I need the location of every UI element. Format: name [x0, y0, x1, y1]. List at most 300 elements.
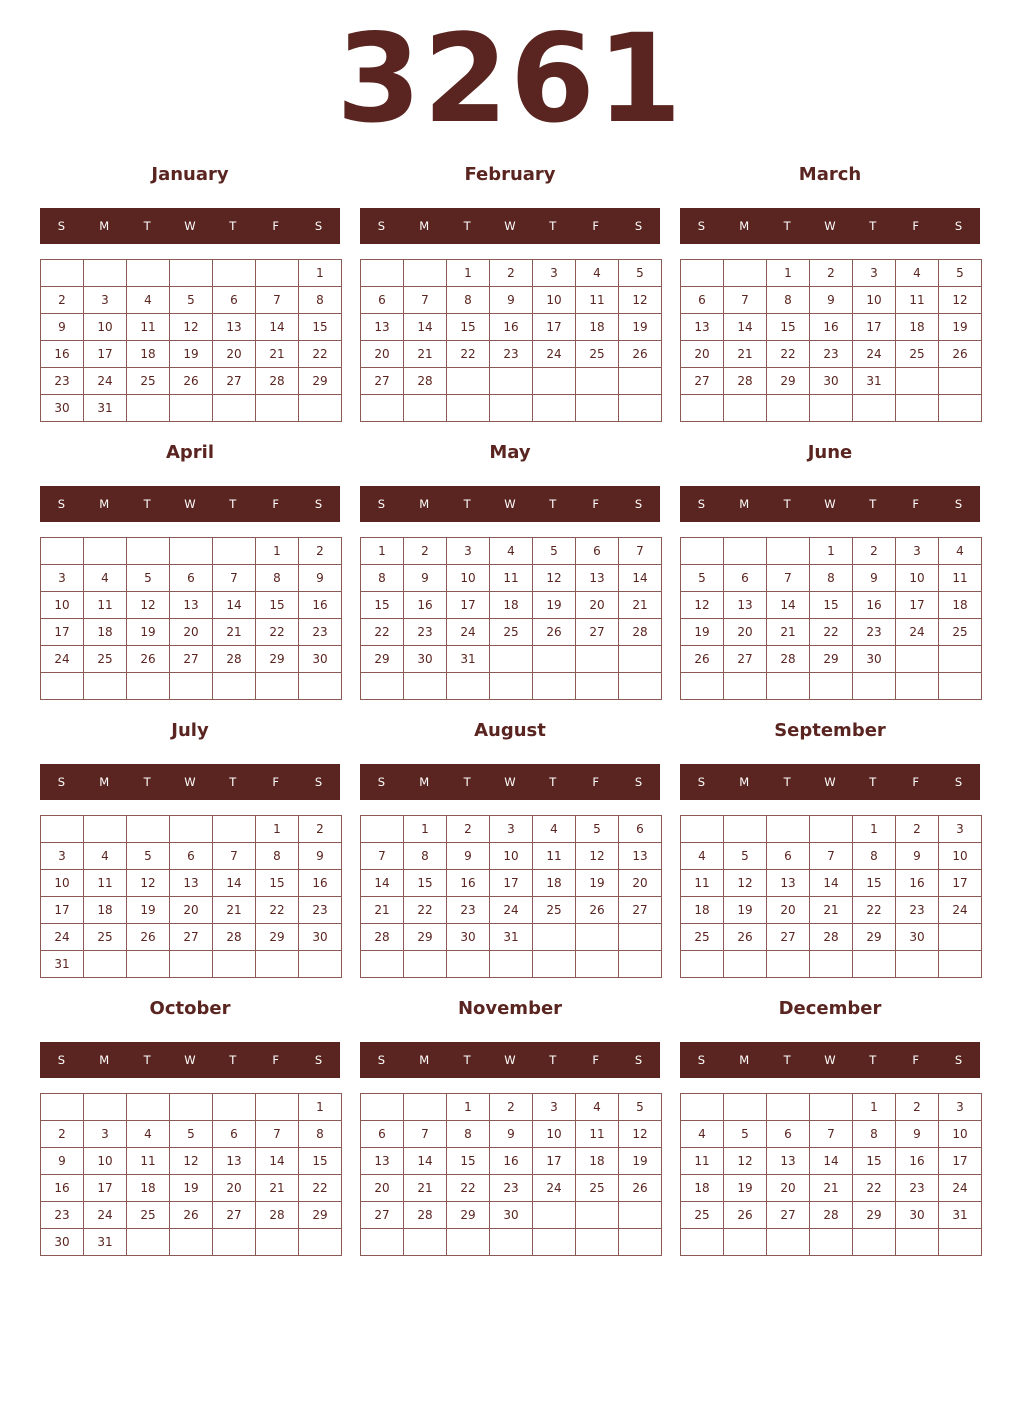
empty-cell	[361, 816, 404, 843]
day-cell: 14	[404, 1148, 447, 1175]
empty-cell	[127, 1229, 170, 1256]
day-cell: 9	[41, 1148, 84, 1175]
weekday-label: M	[419, 1053, 430, 1067]
day-cell: 5	[170, 1121, 213, 1148]
empty-cell	[84, 673, 127, 700]
day-cell: 1	[256, 538, 299, 565]
empty-cell	[84, 816, 127, 843]
month-name: April	[165, 442, 215, 463]
week-row	[361, 816, 662, 843]
day-cell: 3	[896, 538, 939, 565]
day-cell: 18	[127, 341, 170, 368]
empty-cell	[127, 951, 170, 978]
empty-cell	[490, 368, 533, 395]
day-cell: 9	[490, 1121, 533, 1148]
weekday-label: W	[824, 775, 836, 789]
day-cell: 8	[447, 1121, 490, 1148]
empty-cell	[213, 395, 256, 422]
day-cell: 22	[767, 341, 810, 368]
day-cell: 16	[853, 592, 896, 619]
day-cell: 6	[576, 538, 619, 565]
day-cell: 2	[810, 260, 853, 287]
day-cell: 4	[576, 1094, 619, 1121]
empty-cell	[853, 673, 896, 700]
day-cell: 15	[853, 870, 896, 897]
day-cell: 5	[533, 538, 576, 565]
day-cell: 7	[213, 565, 256, 592]
day-cell: 3	[84, 1121, 127, 1148]
weekday-label: S	[954, 219, 963, 233]
day-cell: 25	[681, 1202, 724, 1229]
week-row	[361, 870, 662, 897]
day-cell: 14	[404, 314, 447, 341]
day-cell: 10	[533, 287, 576, 314]
empty-cell	[84, 951, 127, 978]
empty-cell	[490, 395, 533, 422]
day-cell: 26	[533, 619, 576, 646]
empty-cell	[404, 1229, 447, 1256]
week-row	[41, 592, 342, 619]
weekday-label: M	[739, 775, 750, 789]
day-cell: 25	[576, 1175, 619, 1202]
day-cell: 29	[299, 368, 342, 395]
week-row	[681, 260, 982, 287]
day-cell: 21	[810, 897, 853, 924]
day-cell: 23	[299, 619, 342, 646]
day-cell: 8	[447, 287, 490, 314]
weekday-label: T	[549, 775, 557, 789]
day-grid	[680, 537, 982, 700]
week-row	[41, 1148, 342, 1175]
week-row	[681, 1094, 982, 1121]
day-cell: 14	[256, 314, 299, 341]
day-cell: 11	[84, 592, 127, 619]
weekday-label: S	[377, 497, 386, 511]
empty-cell	[41, 673, 84, 700]
empty-cell	[404, 951, 447, 978]
empty-cell	[896, 951, 939, 978]
day-cell: 2	[896, 816, 939, 843]
empty-cell	[490, 673, 533, 700]
empty-cell	[896, 368, 939, 395]
empty-cell	[490, 646, 533, 673]
empty-cell	[127, 673, 170, 700]
weekday-label: T	[463, 219, 471, 233]
day-cell: 26	[939, 341, 982, 368]
day-cell: 27	[361, 1202, 404, 1229]
day-cell: 15	[447, 1148, 490, 1175]
day-cell: 11	[576, 1121, 619, 1148]
day-cell: 18	[576, 314, 619, 341]
empty-cell	[939, 1229, 982, 1256]
weekday-label: T	[463, 497, 471, 511]
weekday-label: M	[419, 497, 430, 511]
month-name: August	[474, 720, 546, 741]
day-cell: 29	[299, 1202, 342, 1229]
day-cell: 15	[256, 870, 299, 897]
empty-cell	[256, 951, 299, 978]
empty-cell	[127, 395, 170, 422]
day-cell: 7	[361, 843, 404, 870]
day-cell: 11	[84, 870, 127, 897]
day-cell: 15	[299, 1148, 342, 1175]
day-cell: 8	[767, 287, 810, 314]
day-cell: 31	[490, 924, 533, 951]
weekday-label: W	[184, 219, 196, 233]
day-cell: 20	[576, 592, 619, 619]
day-cell: 22	[447, 341, 490, 368]
empty-cell	[681, 951, 724, 978]
day-cell: 9	[853, 565, 896, 592]
month-name: September	[774, 720, 886, 741]
day-cell: 28	[404, 1202, 447, 1229]
day-cell: 9	[490, 287, 533, 314]
week-row	[41, 314, 342, 341]
weekday-label: F	[592, 1053, 599, 1067]
day-cell: 22	[404, 897, 447, 924]
empty-cell	[84, 260, 127, 287]
week-row	[41, 646, 342, 673]
day-cell: 10	[939, 1121, 982, 1148]
weekday-header	[360, 486, 660, 522]
empty-cell	[213, 951, 256, 978]
empty-cell	[299, 395, 342, 422]
day-cell: 5	[170, 287, 213, 314]
day-cell: 28	[810, 1202, 853, 1229]
day-cell: 17	[533, 1148, 576, 1175]
week-row	[361, 1202, 662, 1229]
day-cell: 11	[576, 287, 619, 314]
day-cell: 26	[170, 368, 213, 395]
day-cell: 3	[447, 538, 490, 565]
day-cell: 6	[170, 843, 213, 870]
day-cell: 24	[447, 619, 490, 646]
weekday-label: S	[954, 775, 963, 789]
day-cell: 16	[41, 341, 84, 368]
weekday-label: W	[504, 497, 516, 511]
day-cell: 17	[939, 870, 982, 897]
day-cell: 30	[490, 1202, 533, 1229]
week-row	[681, 538, 982, 565]
day-cell: 3	[41, 843, 84, 870]
empty-cell	[767, 1229, 810, 1256]
day-cell: 23	[896, 1175, 939, 1202]
week-row	[681, 1202, 982, 1229]
weekday-label: T	[869, 219, 877, 233]
day-cell: 7	[810, 843, 853, 870]
day-cell: 27	[767, 924, 810, 951]
empty-cell	[939, 951, 982, 978]
day-grid	[40, 815, 342, 978]
day-cell: 31	[84, 395, 127, 422]
day-cell: 27	[213, 368, 256, 395]
weekday-label: S	[57, 219, 66, 233]
week-row	[681, 368, 982, 395]
day-cell: 13	[767, 1148, 810, 1175]
empty-cell	[896, 1229, 939, 1256]
day-cell: 21	[810, 1175, 853, 1202]
day-cell: 9	[447, 843, 490, 870]
day-cell: 18	[681, 1175, 724, 1202]
day-cell: 21	[256, 1175, 299, 1202]
week-row	[41, 897, 342, 924]
day-cell: 28	[767, 646, 810, 673]
day-cell: 14	[810, 1148, 853, 1175]
week-row	[41, 619, 342, 646]
month-name: July	[171, 720, 209, 741]
weekday-label: T	[143, 219, 151, 233]
empty-cell	[767, 395, 810, 422]
day-cell: 8	[404, 843, 447, 870]
day-cell: 20	[170, 619, 213, 646]
weekday-header	[360, 764, 660, 800]
day-cell: 24	[533, 1175, 576, 1202]
day-cell: 11	[939, 565, 982, 592]
empty-cell	[361, 260, 404, 287]
weekday-label: M	[419, 775, 430, 789]
day-cell: 28	[619, 619, 662, 646]
day-cell: 13	[767, 870, 810, 897]
day-cell: 12	[576, 843, 619, 870]
empty-cell	[213, 1094, 256, 1121]
day-cell: 12	[170, 1148, 213, 1175]
weekday-label: T	[549, 497, 557, 511]
day-cell: 12	[724, 870, 767, 897]
day-cell: 29	[767, 368, 810, 395]
day-cell: 1	[447, 260, 490, 287]
day-cell: 1	[853, 1094, 896, 1121]
day-cell: 12	[939, 287, 982, 314]
empty-cell	[41, 260, 84, 287]
week-row	[361, 368, 662, 395]
weekday-header	[360, 208, 660, 244]
week-row	[681, 870, 982, 897]
empty-cell	[939, 368, 982, 395]
day-cell: 22	[256, 897, 299, 924]
empty-cell	[447, 951, 490, 978]
day-cell: 17	[490, 870, 533, 897]
day-cell: 31	[447, 646, 490, 673]
day-cell: 17	[853, 314, 896, 341]
day-cell: 28	[213, 924, 256, 951]
day-cell: 18	[533, 870, 576, 897]
weekday-header	[680, 208, 980, 244]
empty-cell	[170, 673, 213, 700]
day-cell: 18	[127, 1175, 170, 1202]
day-cell: 7	[724, 287, 767, 314]
weekday-label: S	[697, 1053, 706, 1067]
weekday-label: S	[377, 775, 386, 789]
day-cell: 3	[533, 260, 576, 287]
year-title: 3261	[336, 8, 684, 150]
day-cell: 8	[853, 843, 896, 870]
day-cell: 8	[256, 565, 299, 592]
day-cell: 30	[404, 646, 447, 673]
week-row	[681, 395, 982, 422]
week-row	[361, 314, 662, 341]
day-cell: 10	[84, 314, 127, 341]
empty-cell	[213, 1229, 256, 1256]
day-grid	[360, 259, 662, 422]
week-row	[41, 1175, 342, 1202]
empty-cell	[576, 951, 619, 978]
empty-cell	[170, 1229, 213, 1256]
day-cell: 16	[299, 592, 342, 619]
week-row	[361, 260, 662, 287]
day-cell: 23	[447, 897, 490, 924]
day-cell: 25	[84, 646, 127, 673]
day-cell: 1	[299, 260, 342, 287]
weekday-label: M	[739, 219, 750, 233]
weekday-label: M	[739, 1053, 750, 1067]
day-cell: 4	[533, 816, 576, 843]
week-row	[41, 287, 342, 314]
day-cell: 12	[619, 1121, 662, 1148]
day-cell: 6	[619, 816, 662, 843]
week-row	[41, 951, 342, 978]
day-cell: 22	[299, 341, 342, 368]
empty-cell	[533, 924, 576, 951]
day-cell: 20	[170, 897, 213, 924]
day-cell: 4	[490, 538, 533, 565]
weekday-label: S	[697, 219, 706, 233]
day-cell: 3	[939, 1094, 982, 1121]
empty-cell	[404, 673, 447, 700]
weekday-label: F	[592, 497, 599, 511]
week-row	[681, 592, 982, 619]
empty-cell	[361, 1094, 404, 1121]
weekday-label: S	[954, 1053, 963, 1067]
day-cell: 21	[404, 341, 447, 368]
day-cell: 25	[681, 924, 724, 951]
day-cell: 13	[681, 314, 724, 341]
empty-cell	[127, 260, 170, 287]
week-row	[361, 1175, 662, 1202]
day-grid	[360, 537, 662, 700]
weekday-label: T	[229, 775, 237, 789]
day-cell: 16	[404, 592, 447, 619]
weekday-label: S	[314, 497, 323, 511]
weekday-label: M	[99, 497, 110, 511]
day-cell: 9	[299, 843, 342, 870]
day-cell: 9	[299, 565, 342, 592]
empty-cell	[576, 368, 619, 395]
empty-cell	[724, 673, 767, 700]
empty-cell	[299, 951, 342, 978]
day-cell: 2	[490, 1094, 533, 1121]
week-row	[681, 1121, 982, 1148]
day-cell: 3	[853, 260, 896, 287]
empty-cell	[256, 1229, 299, 1256]
day-cell: 29	[853, 1202, 896, 1229]
day-cell: 1	[256, 816, 299, 843]
week-row	[41, 1202, 342, 1229]
empty-cell	[404, 395, 447, 422]
day-cell: 8	[299, 1121, 342, 1148]
empty-cell	[361, 1229, 404, 1256]
empty-cell	[724, 395, 767, 422]
day-cell: 25	[533, 897, 576, 924]
week-row	[41, 924, 342, 951]
empty-cell	[533, 951, 576, 978]
empty-cell	[681, 673, 724, 700]
day-cell: 1	[853, 816, 896, 843]
day-cell: 29	[256, 924, 299, 951]
day-cell: 5	[681, 565, 724, 592]
day-cell: 21	[361, 897, 404, 924]
day-cell: 16	[490, 314, 533, 341]
day-cell: 2	[299, 538, 342, 565]
day-cell: 18	[896, 314, 939, 341]
day-cell: 19	[724, 1175, 767, 1202]
week-row	[361, 1229, 662, 1256]
week-row	[41, 870, 342, 897]
day-cell: 9	[896, 1121, 939, 1148]
day-cell: 31	[853, 368, 896, 395]
weekday-label: S	[377, 1053, 386, 1067]
day-cell: 27	[767, 1202, 810, 1229]
weekday-header	[680, 764, 980, 800]
month-name: March	[798, 164, 862, 185]
day-cell: 19	[724, 897, 767, 924]
day-cell: 15	[767, 314, 810, 341]
weekday-label: T	[783, 1053, 791, 1067]
day-cell: 14	[213, 592, 256, 619]
day-cell: 17	[447, 592, 490, 619]
weekday-label: W	[824, 219, 836, 233]
day-cell: 14	[256, 1148, 299, 1175]
day-cell: 30	[41, 395, 84, 422]
week-row	[361, 673, 662, 700]
day-cell: 1	[447, 1094, 490, 1121]
weekday-label: F	[912, 497, 919, 511]
day-cell: 24	[533, 341, 576, 368]
empty-cell	[767, 1094, 810, 1121]
day-cell: 5	[939, 260, 982, 287]
week-row	[361, 951, 662, 978]
day-cell: 5	[619, 260, 662, 287]
day-cell: 18	[681, 897, 724, 924]
day-cell: 17	[939, 1148, 982, 1175]
week-row	[361, 843, 662, 870]
day-cell: 1	[767, 260, 810, 287]
empty-cell	[533, 673, 576, 700]
day-cell: 14	[810, 870, 853, 897]
day-cell: 12	[170, 314, 213, 341]
day-cell: 7	[404, 1121, 447, 1148]
day-cell: 10	[896, 565, 939, 592]
week-row	[681, 287, 982, 314]
weekday-label: S	[697, 775, 706, 789]
empty-cell	[939, 673, 982, 700]
day-cell: 26	[619, 341, 662, 368]
day-cell: 20	[724, 619, 767, 646]
empty-cell	[619, 1202, 662, 1229]
day-cell: 26	[576, 897, 619, 924]
week-row	[361, 1121, 662, 1148]
empty-cell	[810, 1094, 853, 1121]
weekday-label: S	[634, 219, 643, 233]
day-cell: 14	[767, 592, 810, 619]
weekday-label: T	[463, 775, 471, 789]
week-row	[361, 538, 662, 565]
empty-cell	[41, 538, 84, 565]
day-cell: 9	[404, 565, 447, 592]
day-cell: 9	[810, 287, 853, 314]
week-row	[681, 314, 982, 341]
day-cell: 24	[41, 924, 84, 951]
day-cell: 7	[213, 843, 256, 870]
